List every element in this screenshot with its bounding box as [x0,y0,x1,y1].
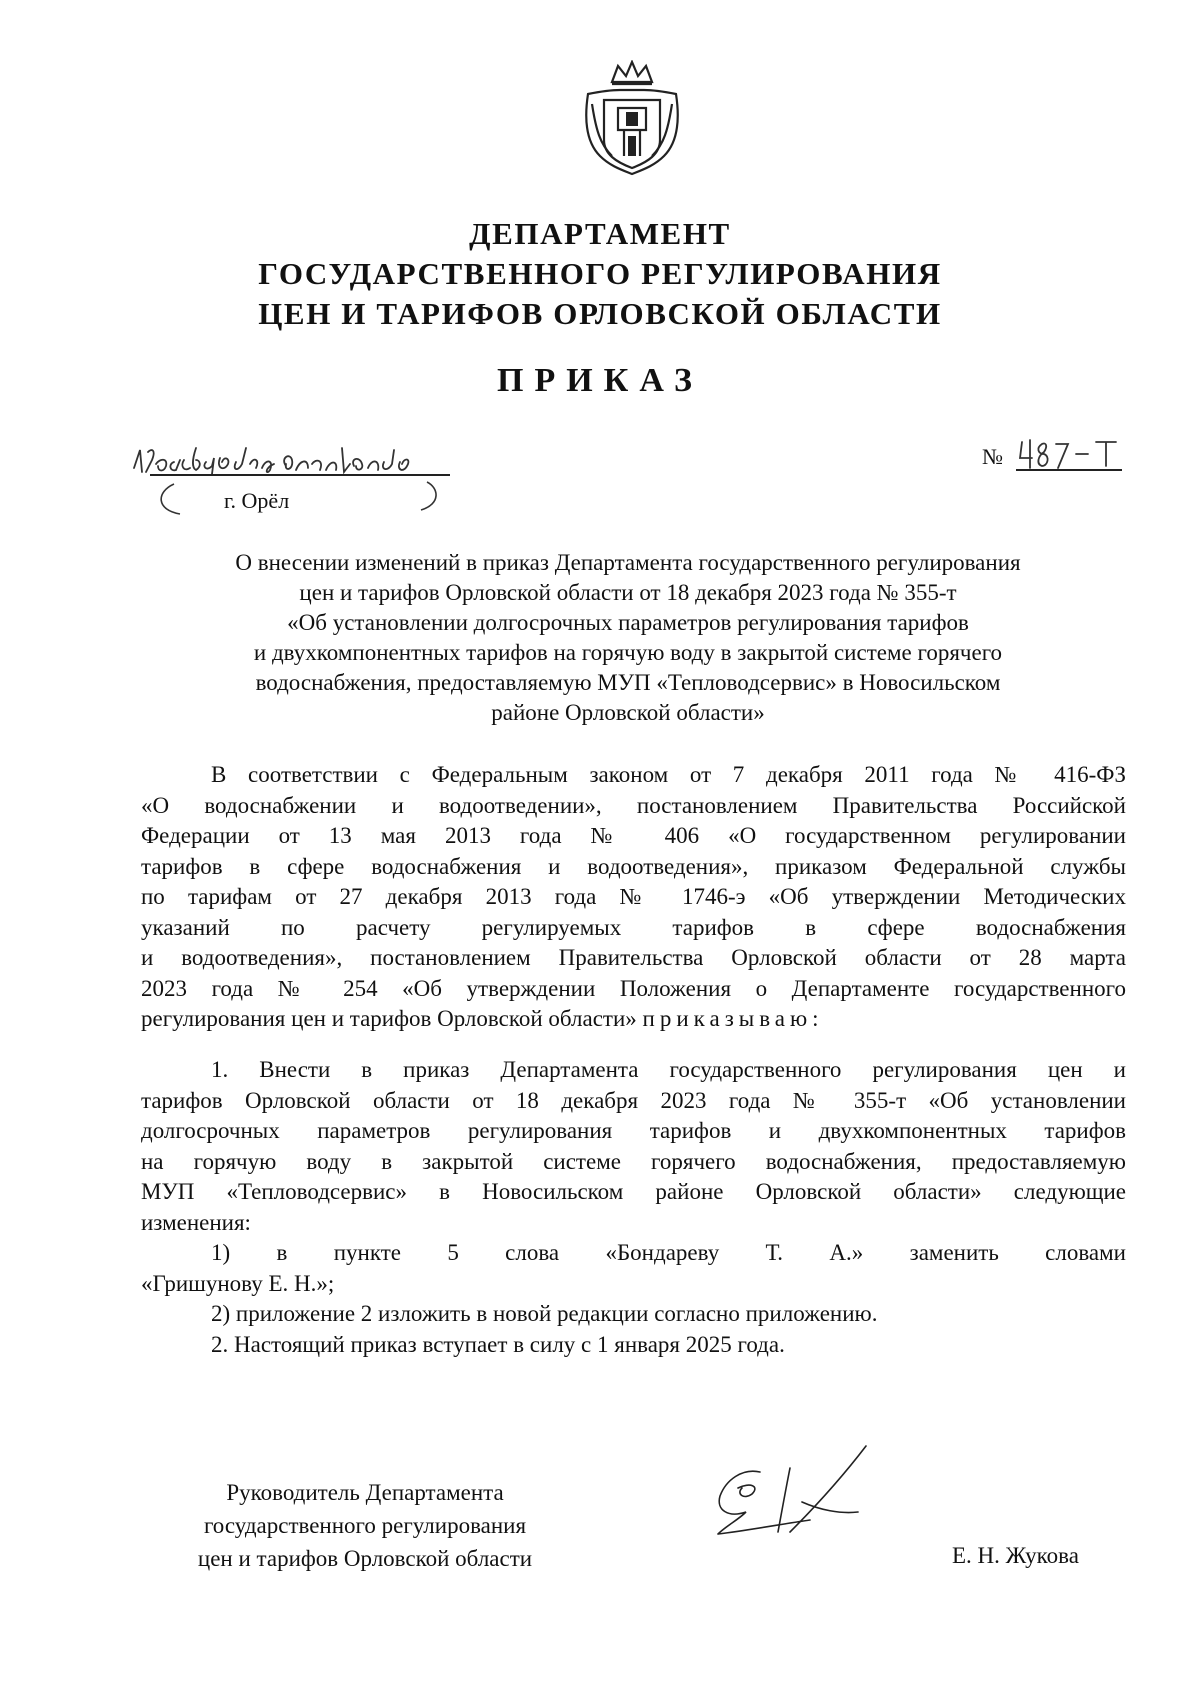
signatory-title-line: цен и тарифов Орловской области [197,1546,533,1571]
item-1-line: изменения: [141,1209,251,1235]
preamble-line: В соответствии с Федеральным законом от 7 декабря 2011 года № 416-ФЗ [211,762,1126,787]
number-underline [1016,469,1122,471]
preamble-line [141,1004,1126,1035]
preamble-line: «О водоснабжении и водоотведении», постановлением Правительства Российской [141,792,1126,818]
department-name-line-1: ДЕПАРТАМЕНТ [469,216,731,251]
order-items [141,1055,1126,1360]
preamble-line: и водоотведения», постановлением Правительства Орловской области от 28 марта [141,945,1126,970]
item-1-line: на горячую воду в закрытой системе горячего водоснабжения, предоставляемую [141,1148,1126,1174]
title-line: О внесении изменений в приказ Департамента государственного регулирования [235,550,1021,575]
number-label: № [982,444,1003,469]
signatory-title-line: Руководитель Департамента [226,1480,504,1505]
subitem-2: 2) приложение 2 изложить в новой редакции согласно приложению. [211,1301,878,1326]
signatory-title-line: государственного регулирования [203,1513,527,1538]
document-type: ПРИКАЗ [497,362,703,399]
item-2: 2. Настоящий приказ вступает в силу с 1 января 2025 года. [211,1331,785,1357]
item-1-line: МУП «Тепловодсервис» в Новосильском районе Орловской области» следующие [141,1179,1126,1204]
preamble-line: тарифов в сфере водоснабжения и водоотведения», приказом Федеральной службы [141,853,1126,879]
preamble-text: регулирования цен и тарифов Орловской области» [141,1006,637,1031]
preamble-line: Федерации от 13 мая 2013 года № 406 «О государственном регулировании [141,823,1126,848]
signatory-name: Е. Н. Жукова [952,1543,1079,1568]
preamble-line: 2023 года № 254 «Об утверждении Положения о Департаменте государственного [141,975,1126,1001]
right-bracket-mark [419,480,447,512]
item-1-line: долгосрочных параметров регулирования тарифов и двухкомпонентных тарифов [141,1118,1126,1143]
date-underline [150,474,450,476]
title-line: районе Орловской области» [491,700,765,725]
title-line: и двухкомпонентных тарифов на горячую воду в закрытой системе горячего [253,640,1003,665]
city-label: г. Орёл [224,488,290,513]
preamble-paragraph [141,760,1126,1035]
left-bracket-mark [152,482,184,516]
coat-of-arms-icon [582,60,682,176]
handwritten-signature [690,1440,890,1550]
subitem-1-line: 1) в пункте 5 слова «Бондареву Т. А.» заменить словами [211,1240,1126,1265]
department-name-line-2: ГОСУДАРСТВЕННОГО РЕГУЛИРОВАНИЯ [258,256,942,291]
preamble-line: указаний по расчету регулируемых тарифов в сфере водоснабжения [141,914,1126,940]
department-name-line-3: ЦЕН И ТАРИФОВ ОРЛОВСКОЙ ОБЛАСТИ [258,296,942,331]
title-line: цен и тарифов Орловской области от 18 декабря 2023 года № 355-т [299,580,957,605]
title-line: «Об установлении долгосрочных параметров регулирования тарифов [287,610,969,635]
item-1-line: тарифов Орловской области от 18 декабря 2023 года № 355-т «Об установлении [141,1087,1126,1113]
preamble-line: по тарифам от 27 декабря 2013 года № 1746-э «Об утверждении Методических [141,884,1126,909]
order-title [130,548,1126,728]
order-verb: приказываю: [642,1006,824,1031]
signatory-title [160,1476,570,1575]
subitem-1-line: «Гришунову Е. Н.»; [141,1270,335,1296]
item-1-line: 1. Внести в приказ Департамента государственного регулирования цен и [211,1057,1126,1082]
title-line: водоснабжения, предоставляемую МУП «Тепловодсервис» в Новосильском [255,670,1001,695]
